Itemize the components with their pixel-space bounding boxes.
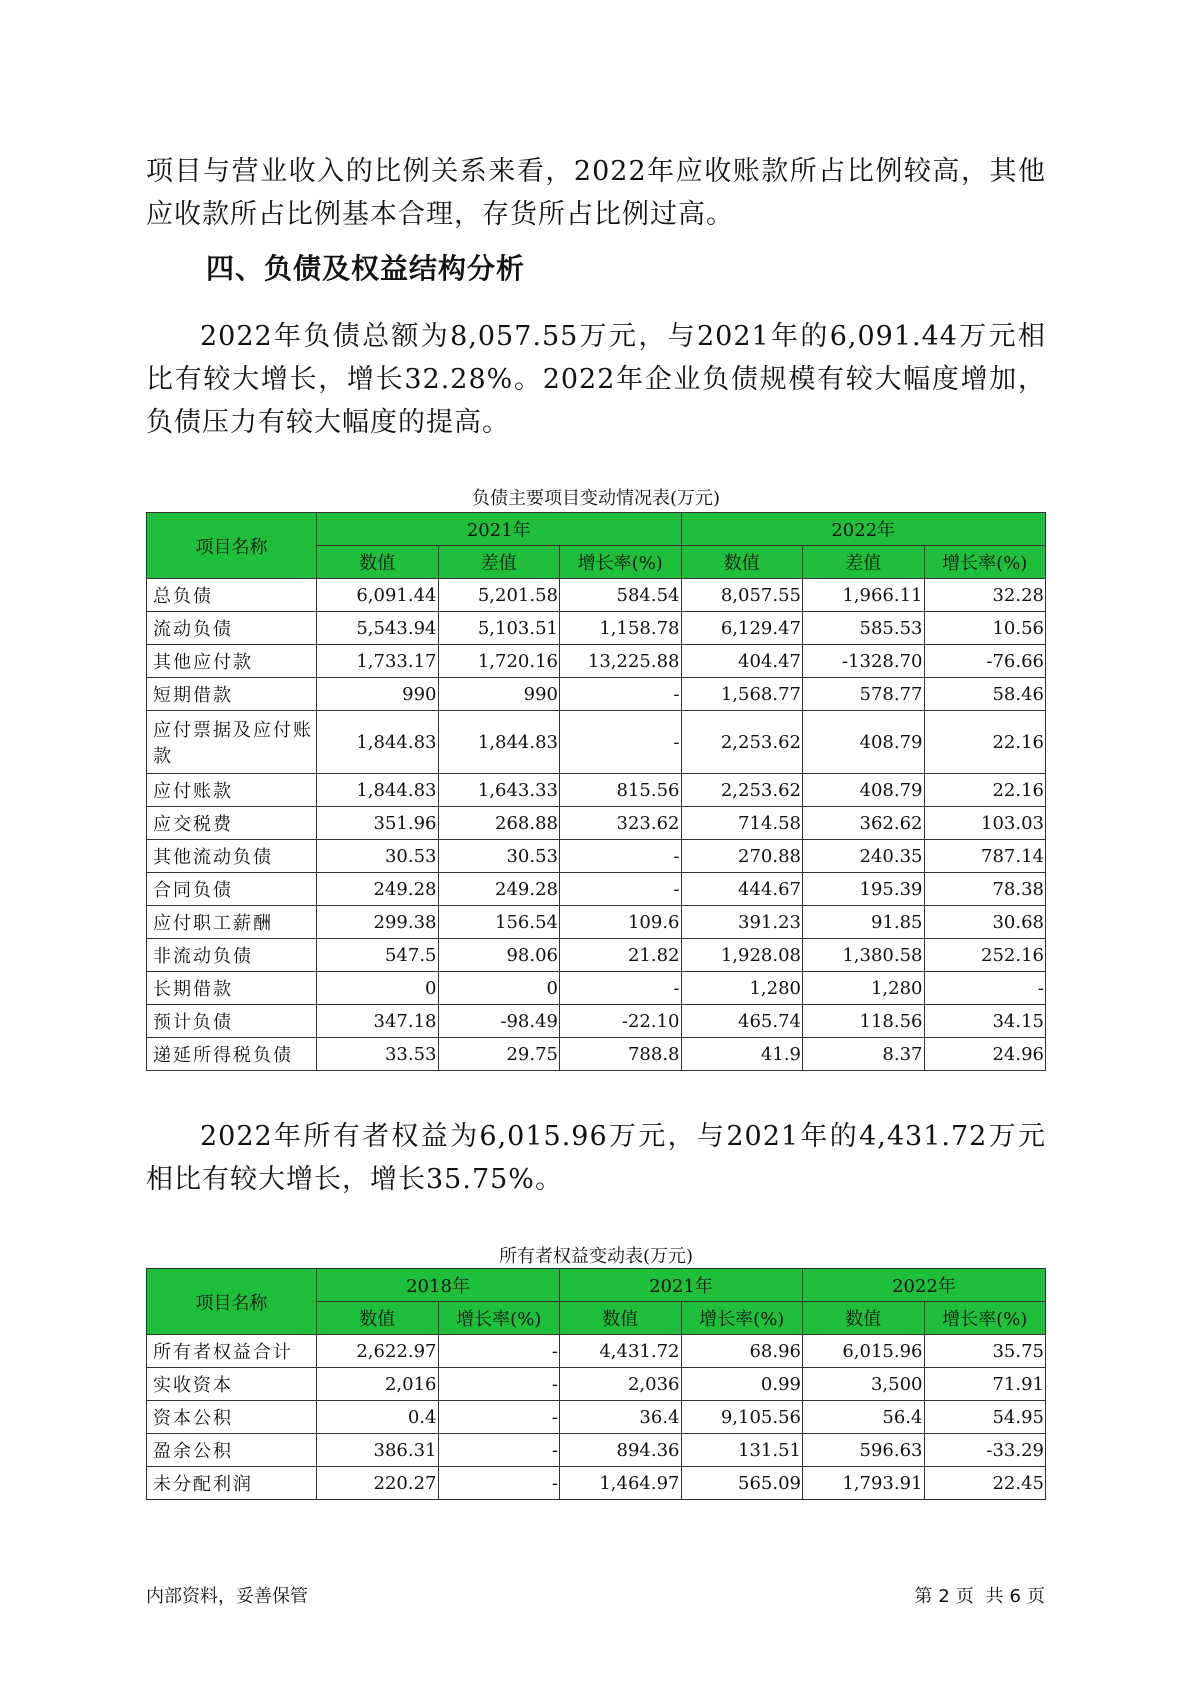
table-cell: 0.99 bbox=[681, 1368, 803, 1401]
table-row bbox=[147, 711, 1046, 774]
year-header: 2021年 bbox=[317, 513, 682, 546]
table-row bbox=[147, 774, 1046, 807]
table-cell: - bbox=[560, 873, 682, 906]
intro-paragraph: 项目与营业收入的比例关系来看，2022年应收账款所占比例较高，其他应收款所占比例基本合理，存货所占比例过高。 bbox=[146, 156, 1046, 230]
table-cell: 103.03 bbox=[924, 807, 1046, 840]
table-row bbox=[147, 1005, 1046, 1038]
table-row bbox=[147, 678, 1046, 711]
table-cell: -22.10 bbox=[560, 1005, 682, 1038]
table-cell: 5,201.58 bbox=[438, 579, 560, 612]
table-cell: - bbox=[438, 1335, 560, 1368]
table-cell: 249.28 bbox=[438, 873, 560, 906]
subheader: 增长率(%) bbox=[560, 546, 682, 579]
table-cell: 41.9 bbox=[681, 1038, 803, 1071]
table-row bbox=[147, 906, 1046, 939]
table-row bbox=[147, 1038, 1046, 1071]
total-label: 页 bbox=[1027, 1586, 1045, 1607]
table-cell: 30.68 bbox=[924, 906, 1046, 939]
table-cell: 240.35 bbox=[803, 840, 925, 873]
table-cell: 596.63 bbox=[803, 1434, 925, 1467]
row-name: 实收资本 bbox=[147, 1368, 317, 1401]
table-cell: 404.47 bbox=[681, 645, 803, 678]
table-cell: 32.28 bbox=[924, 579, 1046, 612]
table-cell: 351.96 bbox=[317, 807, 439, 840]
table-cell: 91.85 bbox=[803, 906, 925, 939]
table-cell: 2,036 bbox=[560, 1368, 682, 1401]
table-cell: 578.77 bbox=[803, 678, 925, 711]
table-row bbox=[147, 1335, 1046, 1368]
row-name: 合同负债 bbox=[147, 873, 317, 906]
table-cell: 5,543.94 bbox=[317, 612, 439, 645]
table-cell: - bbox=[560, 678, 682, 711]
table-cell: 362.62 bbox=[803, 807, 925, 840]
row-name: 应付职工薪酬 bbox=[147, 906, 317, 939]
table-cell: 33.53 bbox=[317, 1038, 439, 1071]
table-cell: 98.06 bbox=[438, 939, 560, 972]
page-label: 第 bbox=[914, 1586, 933, 1607]
table-cell: 10.56 bbox=[924, 612, 1046, 645]
row-name: 其他应付款 bbox=[147, 645, 317, 678]
table-cell: 54.95 bbox=[924, 1401, 1046, 1434]
row-name: 未分配利润 bbox=[147, 1467, 317, 1500]
table-cell: 3,500 bbox=[803, 1368, 925, 1401]
table-cell: 0.4 bbox=[317, 1401, 439, 1434]
row-name: 短期借款 bbox=[147, 678, 317, 711]
table-row bbox=[147, 972, 1046, 1005]
table-row bbox=[147, 645, 1046, 678]
table-cell: 1,643.33 bbox=[438, 774, 560, 807]
equity-paragraph: 2022年所有者权益为6,015.96万元，与2021年的4,431.72万元相比有较大增长，增长35.75%。 bbox=[146, 1121, 1046, 1195]
table-cell: 1,720.16 bbox=[438, 645, 560, 678]
table-cell: 990 bbox=[317, 678, 439, 711]
subheader: 差值 bbox=[438, 546, 560, 579]
name-header: 项目名称 bbox=[147, 513, 317, 579]
table-cell: 21.82 bbox=[560, 939, 682, 972]
row-name: 盈余公积 bbox=[147, 1434, 317, 1467]
table-cell: - bbox=[924, 972, 1046, 1005]
row-name: 非流动负债 bbox=[147, 939, 317, 972]
table-cell: 35.75 bbox=[924, 1335, 1046, 1368]
table-cell: 24.96 bbox=[924, 1038, 1046, 1071]
table-cell: 249.28 bbox=[317, 873, 439, 906]
table-cell: 299.38 bbox=[317, 906, 439, 939]
subheader: 数值 bbox=[317, 546, 439, 579]
table-cell: 4,431.72 bbox=[560, 1335, 682, 1368]
table-cell: 22.16 bbox=[924, 774, 1046, 807]
footer-page-indicator bbox=[908, 1582, 1045, 1608]
table-cell: 109.6 bbox=[560, 906, 682, 939]
subheader: 差值 bbox=[803, 546, 925, 579]
table-cell: 815.56 bbox=[560, 774, 682, 807]
table-cell: 5,103.51 bbox=[438, 612, 560, 645]
table-cell: 1,844.83 bbox=[317, 711, 439, 774]
table-cell: 2,622.97 bbox=[317, 1335, 439, 1368]
row-name: 长期借款 bbox=[147, 972, 317, 1005]
table-cell: 1,844.83 bbox=[438, 711, 560, 774]
table-cell: -33.29 bbox=[924, 1434, 1046, 1467]
year-header: 2018年 bbox=[317, 1269, 560, 1302]
table-cell: 29.75 bbox=[438, 1038, 560, 1071]
page-number: 2 bbox=[938, 1586, 950, 1607]
table-cell: 1,158.78 bbox=[560, 612, 682, 645]
table-cell: 22.16 bbox=[924, 711, 1046, 774]
row-name: 递延所得税负债 bbox=[147, 1038, 317, 1071]
table-cell: 195.39 bbox=[803, 873, 925, 906]
table-cell: 0 bbox=[438, 972, 560, 1005]
table-row bbox=[147, 1467, 1046, 1500]
table-cell: 270.88 bbox=[681, 840, 803, 873]
subheader: 增长率(%) bbox=[924, 546, 1046, 579]
subheader: 数值 bbox=[803, 1302, 925, 1335]
table-cell: 252.16 bbox=[924, 939, 1046, 972]
table-cell: 1,966.11 bbox=[803, 579, 925, 612]
table-cell: 8.37 bbox=[803, 1038, 925, 1071]
table-cell: 1,568.77 bbox=[681, 678, 803, 711]
table-cell: 156.54 bbox=[438, 906, 560, 939]
subheader: 数值 bbox=[317, 1302, 439, 1335]
table-row bbox=[147, 840, 1046, 873]
table-row bbox=[147, 807, 1046, 840]
table-cell: 30.53 bbox=[438, 840, 560, 873]
table-cell: 118.56 bbox=[803, 1005, 925, 1038]
table-cell: 8,057.55 bbox=[681, 579, 803, 612]
table-cell: 34.15 bbox=[924, 1005, 1046, 1038]
page-label: 页 bbox=[955, 1586, 974, 1607]
table-cell: 1,464.97 bbox=[560, 1467, 682, 1500]
subheader: 增长率(%) bbox=[438, 1302, 560, 1335]
table-cell: 565.09 bbox=[681, 1467, 803, 1500]
liability-table bbox=[146, 512, 1046, 1071]
equity-table-caption: 所有者权益变动表(万元) bbox=[498, 1246, 694, 1267]
table-cell: 444.67 bbox=[681, 873, 803, 906]
row-name: 应交税费 bbox=[147, 807, 317, 840]
table-cell: 1,280 bbox=[803, 972, 925, 1005]
year-header: 2022年 bbox=[681, 513, 1046, 546]
table-cell: 584.54 bbox=[560, 579, 682, 612]
row-name: 应付票据及应付账款 bbox=[147, 711, 317, 774]
table-cell: 22.45 bbox=[924, 1467, 1046, 1500]
table-cell: 408.79 bbox=[803, 774, 925, 807]
table-cell: -98.49 bbox=[438, 1005, 560, 1038]
table-row bbox=[147, 1434, 1046, 1467]
table-cell: 408.79 bbox=[803, 711, 925, 774]
table-row bbox=[147, 873, 1046, 906]
table-cell: - bbox=[438, 1467, 560, 1500]
table-cell: 585.53 bbox=[803, 612, 925, 645]
table-cell: 131.51 bbox=[681, 1434, 803, 1467]
table-cell: 547.5 bbox=[317, 939, 439, 972]
table-row bbox=[147, 612, 1046, 645]
table-cell: 13,225.88 bbox=[560, 645, 682, 678]
table-cell: 71.91 bbox=[924, 1368, 1046, 1401]
table-cell: 1,793.91 bbox=[803, 1467, 925, 1500]
table-cell: 1,844.83 bbox=[317, 774, 439, 807]
table-cell: 788.8 bbox=[560, 1038, 682, 1071]
row-name: 预计负债 bbox=[147, 1005, 317, 1038]
table-cell: 68.96 bbox=[681, 1335, 803, 1368]
table-cell: 714.58 bbox=[681, 807, 803, 840]
row-name: 所有者权益合计 bbox=[147, 1335, 317, 1368]
table-cell: 1,733.17 bbox=[317, 645, 439, 678]
name-header: 项目名称 bbox=[147, 1269, 317, 1335]
table-cell: 1,280 bbox=[681, 972, 803, 1005]
year-header: 2021年 bbox=[560, 1269, 803, 1302]
table-cell: 0 bbox=[317, 972, 439, 1005]
table-row bbox=[147, 1368, 1046, 1401]
subheader: 增长率(%) bbox=[924, 1302, 1046, 1335]
subheader: 数值 bbox=[560, 1302, 682, 1335]
table-cell: -1328.70 bbox=[803, 645, 925, 678]
total-label: 共 bbox=[985, 1586, 1004, 1607]
table-cell: 347.18 bbox=[317, 1005, 439, 1038]
table-cell: 2,253.62 bbox=[681, 711, 803, 774]
subheader: 增长率(%) bbox=[681, 1302, 803, 1335]
table-cell: 36.4 bbox=[560, 1401, 682, 1434]
table-cell: - bbox=[438, 1434, 560, 1467]
table-cell: 990 bbox=[438, 678, 560, 711]
table-cell: 1,928.08 bbox=[681, 939, 803, 972]
table-cell: 894.36 bbox=[560, 1434, 682, 1467]
equity-table bbox=[146, 1268, 1046, 1500]
row-name: 总负债 bbox=[147, 579, 317, 612]
table-cell: 386.31 bbox=[317, 1434, 439, 1467]
liability-paragraph: 2022年负债总额为8,057.55万元，与2021年的6,091.44万元相比有较大增长，增长32.28%。2022年企业负债规模有较大幅度增加，负债压力有较大幅度的提高。 bbox=[146, 321, 1046, 438]
table-row bbox=[147, 939, 1046, 972]
table-cell: 2,253.62 bbox=[681, 774, 803, 807]
table-cell: - bbox=[438, 1368, 560, 1401]
footer-confidential-note: 内部资料，妥善保管 bbox=[146, 1586, 308, 1607]
table-cell: 323.62 bbox=[560, 807, 682, 840]
row-name: 其他流动负债 bbox=[147, 840, 317, 873]
table-row bbox=[147, 579, 1046, 612]
table-cell: 30.53 bbox=[317, 840, 439, 873]
table-cell: 2,016 bbox=[317, 1368, 439, 1401]
table-cell: 6,129.47 bbox=[681, 612, 803, 645]
table-cell: - bbox=[560, 711, 682, 774]
section-heading: 四、负债及权益结构分析 bbox=[206, 252, 526, 285]
row-name: 流动负债 bbox=[147, 612, 317, 645]
table-cell: -76.66 bbox=[924, 645, 1046, 678]
table-cell: 220.27 bbox=[317, 1467, 439, 1500]
table-cell: 1,380.58 bbox=[803, 939, 925, 972]
table-row bbox=[147, 1401, 1046, 1434]
table-cell: 6,091.44 bbox=[317, 579, 439, 612]
table-cell: 9,105.56 bbox=[681, 1401, 803, 1434]
row-name: 资本公积 bbox=[147, 1401, 317, 1434]
row-name: 应付账款 bbox=[147, 774, 317, 807]
table-cell: 56.4 bbox=[803, 1401, 925, 1434]
table-cell: - bbox=[438, 1401, 560, 1434]
table-cell: 465.74 bbox=[681, 1005, 803, 1038]
table-cell: 78.38 bbox=[924, 873, 1046, 906]
table-cell: 58.46 bbox=[924, 678, 1046, 711]
liability-table-caption: 负债主要项目变动情况表(万元) bbox=[471, 488, 721, 509]
table-cell: - bbox=[560, 972, 682, 1005]
table-cell: 787.14 bbox=[924, 840, 1046, 873]
table-cell: 6,015.96 bbox=[803, 1335, 925, 1368]
total-pages: 6 bbox=[1009, 1586, 1021, 1607]
table-cell: - bbox=[560, 840, 682, 873]
table-cell: 391.23 bbox=[681, 906, 803, 939]
table-cell: 268.88 bbox=[438, 807, 560, 840]
subheader: 数值 bbox=[681, 546, 803, 579]
year-header: 2022年 bbox=[803, 1269, 1046, 1302]
